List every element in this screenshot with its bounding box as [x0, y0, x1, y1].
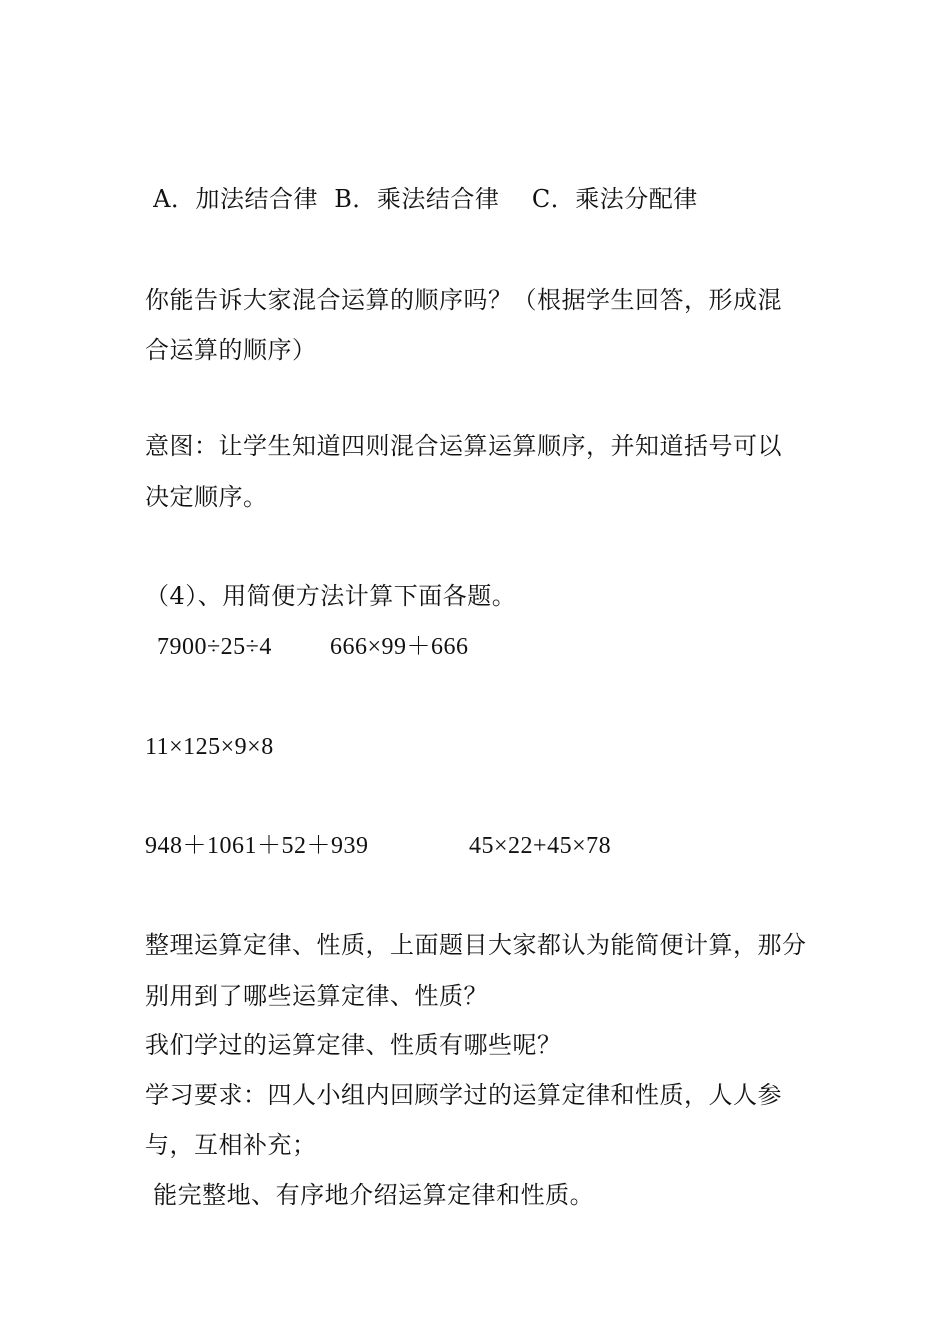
intent-text-line-2: 决定顺序。	[145, 483, 268, 511]
summary-text-line-2: 别用到了哪些运算定律、性质？	[145, 982, 488, 1010]
requirement-text-line-1: 学习要求：四人小组内回顾学过的运算定律和性质，人人参	[145, 1081, 782, 1109]
review-question: 我们学过的运算定律、性质有哪些呢？	[145, 1031, 562, 1059]
requirement-text-line-2: 与，互相补充；	[145, 1131, 317, 1159]
expression-2: 666×99＋666	[330, 634, 469, 660]
expression-3: 11×125×9×8	[145, 734, 274, 760]
question-text-line-1: 你能告诉大家混合运算的顺序吗？（根据学生回答，形成混	[145, 286, 782, 314]
answer-options: A．加法结合律 B．乘法结合律 C．乘法分配律	[145, 185, 698, 213]
expression-4: 948＋1061＋52＋939	[145, 833, 369, 859]
summary-text-line-1: 整理运算定律、性质，上面题目大家都认为能简便计算，那分	[145, 931, 807, 959]
requirement-text-line-3: 能完整地、有序地介绍运算定律和性质。	[145, 1181, 595, 1209]
expression-5: 45×22+45×78	[469, 833, 612, 859]
task-heading: （4）、用简便方法计算下面各题。	[145, 582, 517, 610]
intent-text-line-1: 意图：让学生知道四则混合运算运算顺序，并知道括号可以	[145, 432, 782, 460]
expression-1: 7900÷25÷4	[157, 634, 272, 660]
question-text-line-2: 合运算的顺序）	[145, 336, 317, 364]
